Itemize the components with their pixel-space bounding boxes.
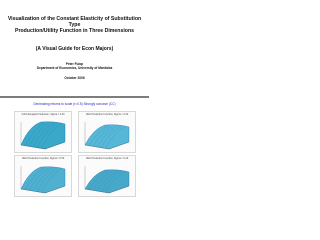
slide-page [0,0,149,198]
surface [85,125,129,149]
surface-plot [15,112,71,152]
surface-plot [79,112,135,152]
surface-plot [79,156,135,196]
slide-date: October 2006 [64,76,85,80]
surface-plot-panel-4 [78,155,136,197]
panel-caption: CES Production Function, Sigma = 2.00 [85,113,129,116]
surface-plot-panel-3 [14,155,72,197]
surface-plot-panel-1 [14,111,72,153]
surface-plot [15,156,71,196]
author-name: Peter Fulop [65,62,84,66]
title-line-1: Visualization of the Constant Elasticity of Substitution Type [7,16,142,28]
slide-subtitle: (A Visual Guide for Econ Majors) [35,46,114,52]
section-heading: Decreasing returns to scale (r=0.5) Strongly concave (CC) [33,102,116,106]
title-line-2: Production/Utility Function in Three Dimensions [14,28,135,34]
author-affiliation: Department of Economics, University of Manitoba [36,66,113,71]
surface [85,170,129,193]
page-divider [0,96,149,98]
panel-caption: CES Production Function, Sigma = 0.20 [85,157,129,160]
panel-caption: CES Production Function, Sigma = 0.50 [21,157,65,160]
surface-plot-panel-2 [78,111,136,153]
author-block [6,62,143,70]
slide-title [6,16,143,34]
panel-caption: Cobb-Douglas Production, Sigma = 1.00 [21,113,65,116]
